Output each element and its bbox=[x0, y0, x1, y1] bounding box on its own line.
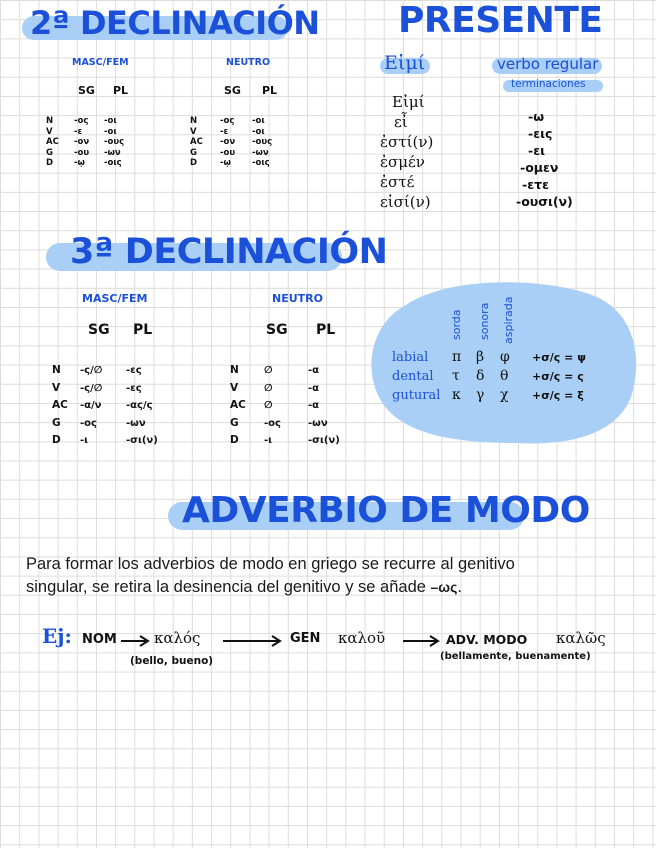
ending: -ος bbox=[220, 116, 235, 126]
decl2-neut-sg: SG bbox=[224, 84, 241, 97]
suffix: –ως bbox=[430, 579, 458, 595]
ending: -οι bbox=[252, 126, 265, 137]
regular-header: verbo regular bbox=[497, 55, 599, 73]
decl2-neut-sg-col bbox=[220, 116, 235, 169]
ending: -οις bbox=[104, 158, 122, 168]
decl2-neut-header: NEUTRO bbox=[226, 57, 271, 68]
consonant-row-label: labial bbox=[392, 350, 429, 365]
ending: -ος bbox=[80, 417, 97, 429]
ending: -ῳ bbox=[220, 158, 231, 168]
ending: -ς/∅ bbox=[80, 365, 103, 376]
ending: -οι bbox=[104, 126, 117, 137]
ending: -ος bbox=[74, 116, 89, 126]
case-label: V bbox=[230, 381, 239, 394]
decl2-cases-left bbox=[46, 116, 59, 169]
nom-label: NOM bbox=[82, 632, 117, 647]
ending: -ος bbox=[264, 417, 281, 429]
ending: -ε bbox=[220, 126, 229, 137]
ending: -ε bbox=[74, 126, 83, 137]
ending: -σι(ν) bbox=[126, 435, 158, 446]
decl2-neut-pl: PL bbox=[262, 84, 278, 97]
ending: -ου bbox=[74, 147, 90, 158]
consonant-sonora: β bbox=[476, 349, 485, 365]
case-label: N bbox=[46, 116, 54, 126]
eimi-form: εἶ bbox=[394, 113, 408, 131]
ending: -ουσι(ν) bbox=[516, 194, 573, 209]
example-label: Ej: bbox=[42, 624, 72, 648]
case-label: V bbox=[52, 381, 61, 394]
case-label: N bbox=[230, 364, 239, 376]
ending: -ας/ς bbox=[126, 400, 153, 411]
case-label: AC bbox=[52, 399, 68, 411]
decl2-title: 2ª DECLINACIÓN bbox=[30, 4, 320, 42]
terminaciones-label: terminaciones bbox=[511, 78, 586, 90]
ending: -ει bbox=[528, 143, 546, 158]
consonant-aspirada: θ bbox=[500, 368, 509, 384]
ending: ∅ bbox=[264, 400, 273, 411]
ending: -οι bbox=[104, 116, 117, 126]
ending: -σι(ν) bbox=[308, 435, 340, 446]
adv-gloss: (bellamente, buenamente) bbox=[440, 651, 591, 662]
decl2-masc-pl-col bbox=[104, 116, 124, 169]
case-label: N bbox=[190, 116, 198, 126]
adverbio-paragraph bbox=[26, 553, 515, 599]
gen-label: GEN bbox=[290, 631, 321, 646]
consonant-row bbox=[392, 367, 586, 386]
consonant-sorda: π bbox=[452, 349, 462, 365]
ending: -α bbox=[308, 365, 320, 376]
case-label: G bbox=[46, 147, 53, 158]
ending: -ετε bbox=[522, 177, 550, 192]
consonant-rule: +σ/ς = ψ bbox=[532, 351, 586, 364]
ending: -ομεν bbox=[520, 160, 559, 175]
regular-endings bbox=[516, 108, 573, 210]
consonant-sorda: κ bbox=[452, 387, 461, 403]
case-label: D bbox=[230, 434, 239, 446]
decl3-neut-pl-col bbox=[308, 362, 340, 450]
consonant-row-label: dental bbox=[392, 369, 434, 384]
ending: -α bbox=[308, 382, 320, 394]
ending: -ων bbox=[252, 147, 269, 158]
ending: -ι bbox=[264, 435, 273, 446]
nom-gloss: (bello, bueno) bbox=[130, 655, 214, 667]
case-label: G bbox=[52, 416, 61, 429]
ending: -ες bbox=[126, 382, 142, 394]
decl3-cases-right bbox=[230, 362, 246, 450]
decl3-masc-sg: SG bbox=[88, 322, 110, 338]
case-label: G bbox=[190, 147, 197, 158]
consonant-sonora: γ bbox=[476, 387, 485, 403]
ending: -ω bbox=[528, 109, 545, 124]
ending: -ῳ bbox=[74, 158, 85, 168]
case-label: V bbox=[190, 126, 197, 137]
decl2-masc-sg-col bbox=[74, 116, 89, 169]
adv-label: ADV. MODO bbox=[446, 632, 528, 647]
decl3-neut-pl: PL bbox=[316, 322, 336, 338]
consonant-row bbox=[392, 386, 586, 405]
eimi-form: ἐστέ bbox=[380, 173, 415, 191]
paragraph-line bbox=[26, 576, 515, 599]
paragraph-line: Para formar los adverbios de modo en griego se recurre al genitivo bbox=[26, 555, 515, 573]
decl3-title: 3ª DECLINACIÓN bbox=[70, 232, 388, 272]
ending: -ων bbox=[308, 417, 328, 429]
consonant-aspirada: χ bbox=[500, 387, 509, 403]
paragraph-text: singular, se retira la desinencia del genitivo y se añade bbox=[26, 578, 426, 596]
decl3-masc-pl: PL bbox=[133, 322, 153, 338]
case-label: N bbox=[52, 364, 61, 376]
decl2-masc-sg: SG bbox=[78, 84, 95, 97]
suffix-end: . bbox=[457, 578, 463, 596]
ending: -ων bbox=[104, 147, 121, 158]
case-label: V bbox=[46, 126, 53, 137]
ending: -α/ν bbox=[80, 400, 102, 411]
consonant-row bbox=[392, 348, 586, 367]
consonant-col-aspirada: aspirada bbox=[502, 296, 515, 344]
ending: -α bbox=[308, 400, 320, 411]
case-label: AC bbox=[190, 137, 203, 147]
eimi-form: ἐσμέν bbox=[380, 153, 425, 171]
decl3-neut-sg-col bbox=[264, 362, 281, 450]
decl3-neut-header: NEUTRO bbox=[272, 292, 323, 305]
case-label: AC bbox=[230, 399, 246, 411]
presente-title: PRESENTE bbox=[398, 0, 603, 41]
decl3-neut-sg: SG bbox=[266, 322, 288, 338]
case-label: AC bbox=[46, 137, 59, 147]
consonant-col-sorda: sorda bbox=[450, 309, 463, 340]
consonant-sonora: δ bbox=[476, 368, 485, 384]
consonant-col-sonora: sonora bbox=[478, 302, 491, 340]
case-label: D bbox=[46, 158, 54, 168]
eimi-form: εἰσί(ν) bbox=[380, 193, 431, 211]
ending: -ου bbox=[220, 147, 236, 158]
ending: -εις bbox=[528, 126, 553, 141]
eimi-forms bbox=[380, 92, 433, 212]
case-label: G bbox=[230, 416, 239, 429]
decl2-masc-pl: PL bbox=[113, 84, 129, 97]
decl3-masc-header: MASC/FEM bbox=[82, 292, 148, 305]
arrow-icon bbox=[222, 635, 282, 647]
ending: -ον bbox=[220, 137, 236, 147]
gen-word: καλοῦ bbox=[338, 629, 386, 647]
consonant-aspirada: φ bbox=[500, 349, 510, 365]
arrow-icon bbox=[120, 635, 150, 647]
decl2-cases-right bbox=[190, 116, 203, 169]
ending: -ον bbox=[74, 137, 90, 147]
eimi-header: Εἰμί bbox=[384, 52, 426, 74]
eimi-form: ἐστί(ν) bbox=[380, 133, 434, 151]
decl3-masc-pl-col bbox=[126, 362, 158, 450]
ending: -ι bbox=[80, 435, 89, 446]
consonant-rule: +σ/ς = ς bbox=[532, 370, 584, 383]
ending: ∅ bbox=[264, 365, 273, 376]
case-label: D bbox=[190, 158, 198, 168]
ending: -οι bbox=[252, 116, 265, 126]
eimi-form: Εἰμί bbox=[392, 93, 425, 111]
ending: -ους bbox=[252, 137, 273, 147]
decl3-cases-left bbox=[52, 362, 68, 450]
ending: -ους bbox=[104, 137, 125, 147]
consonant-table bbox=[392, 348, 586, 405]
decl2-masc-header: MASC/FEM bbox=[72, 57, 129, 68]
nom-word: καλός bbox=[154, 629, 201, 647]
adv-word: καλῶς bbox=[556, 629, 606, 647]
consonant-rule: +σ/ς = ξ bbox=[532, 389, 584, 402]
arrow-icon bbox=[402, 635, 440, 647]
ending: -ων bbox=[126, 417, 146, 429]
adverbio-title: ADVERBIO DE MODO bbox=[182, 490, 590, 531]
decl3-masc-sg-col bbox=[80, 362, 102, 450]
ending: -ες bbox=[126, 365, 142, 376]
consonant-sorda: τ bbox=[452, 368, 460, 384]
ending: ∅ bbox=[264, 382, 273, 394]
case-label: D bbox=[52, 434, 61, 446]
decl2-neut-pl-col bbox=[252, 116, 272, 169]
ending: -οις bbox=[252, 158, 270, 168]
ending: -ς/∅ bbox=[80, 382, 103, 394]
consonant-row-label: gutural bbox=[392, 388, 441, 403]
